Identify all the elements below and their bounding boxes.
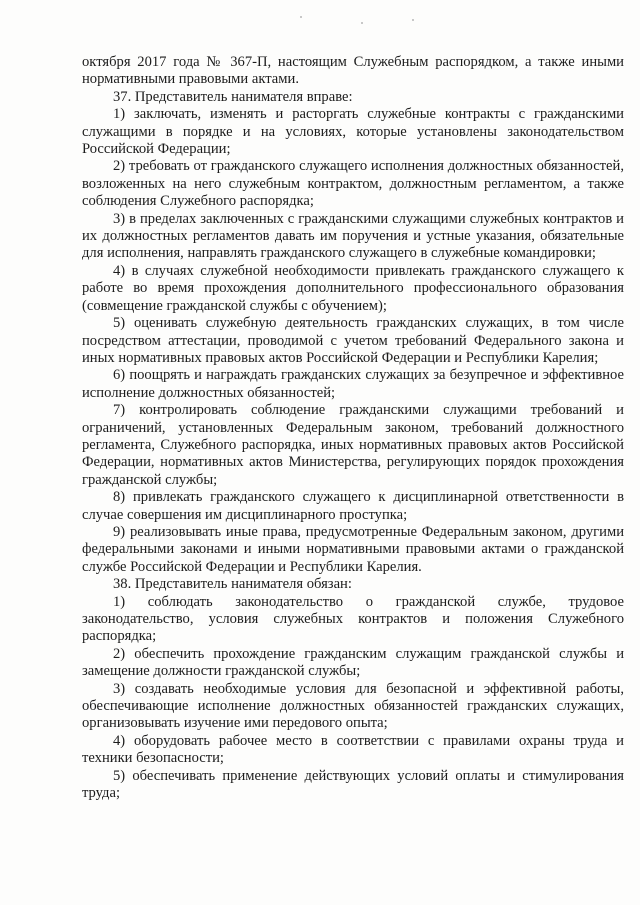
paragraph-38-5: 5) обеспечивать применение действующих условий оплаты и стимулирования труда; (82, 767, 624, 802)
paragraph-38-2: 2) обеспечить прохождение гражданским служащим гражданской службы и замещение должности гражданской службы; (82, 645, 624, 680)
paragraph-37-3: 3) в пределах заключенных с гражданскими служащими служебных контрактов и их должностных регламентов давать им поручения и устные указания, обязательные для исполнения, направлять гражданского служащего в служебные командировки; (82, 210, 624, 262)
paragraph-37-9: 9) реализовывать иные права, предусмотренные Федеральным законом, другими федеральными законами и иными нормативными правовыми актами о гражданской службе Российской Федерации и Республики Карелия. (82, 523, 624, 575)
scan-speck (300, 16, 302, 18)
paragraph-37-7: 7) контролировать соблюдение гражданскими служащими требований и ограничений, установленных Федеральным законом, требований должностного регламента, Служебного распорядка, иных нормативных правовых актов Российской Федерации, нормативных актов Министерства, регулирующих порядок прохождения гражданской службы; (82, 402, 624, 488)
section-38-heading: 38. Представитель нанимателя обязан: (113, 576, 352, 593)
paragraph-38-1: 1) соблюдать законодательство о гражданской службе, трудовое законодательство, условия служебных контрактов и положения Служебного распорядка; (82, 593, 624, 645)
paragraph-37-1: 1) заключать, изменять и расторгать служебные контракты с гражданскими служащими в порядке и на условиях, которые установлены законодательством Российской Федерации; (82, 106, 624, 158)
paragraph-37-5: 5) оценивать служебную деятельность гражданских служащих, в том числе посредством аттестации, проводимой с учетом требований Федерального закона и иных нормативных правовых актов Российской Федерации и Республики Карелия; (82, 315, 624, 366)
paragraph-37-2: 2) требовать от гражданского служащего исполнения должностных обязанностей, возложенных на него служебным контрактом, должностным регламентом, а также соблюдения Служебного распорядка; (82, 158, 624, 210)
paragraph-37-8: 8) привлекать гражданского служащего к дисциплинарной ответственности в случае совершения им дисциплинарного проступка; (82, 489, 624, 523)
scan-speck (361, 22, 363, 24)
paragraph-continuation: октября 2017 года № 367-П, настоящим Служебным распорядком, а также иными нормативными правовыми актами. (82, 54, 624, 88)
paragraph-38-4: 4) оборудовать рабочее место в соответствии с правилами охраны труда и техники безопасности; (82, 732, 624, 767)
section-37-heading: 37. Представитель нанимателя вправе: (113, 88, 353, 105)
document-body (82, 54, 624, 802)
scan-speck (412, 19, 414, 21)
paragraph-37-6: 6) поощрять и награждать гражданских служащих за безупречное и эффективное исполнение должностных обязанностей; (82, 367, 624, 401)
paragraph-38-3: 3) создавать необходимые условия для безопасной и эффективной работы, обеспечивающие исполнение должностных обязанностей гражданских служащих, организовывать изучение ими передового опыта; (82, 680, 624, 732)
paragraph-37-4: 4) в случаях служебной необходимости привлекать гражданского служащего к работе во время прохождения дополнительного профессионального образования (совмещение гражданской службы с обучением); (82, 262, 624, 314)
